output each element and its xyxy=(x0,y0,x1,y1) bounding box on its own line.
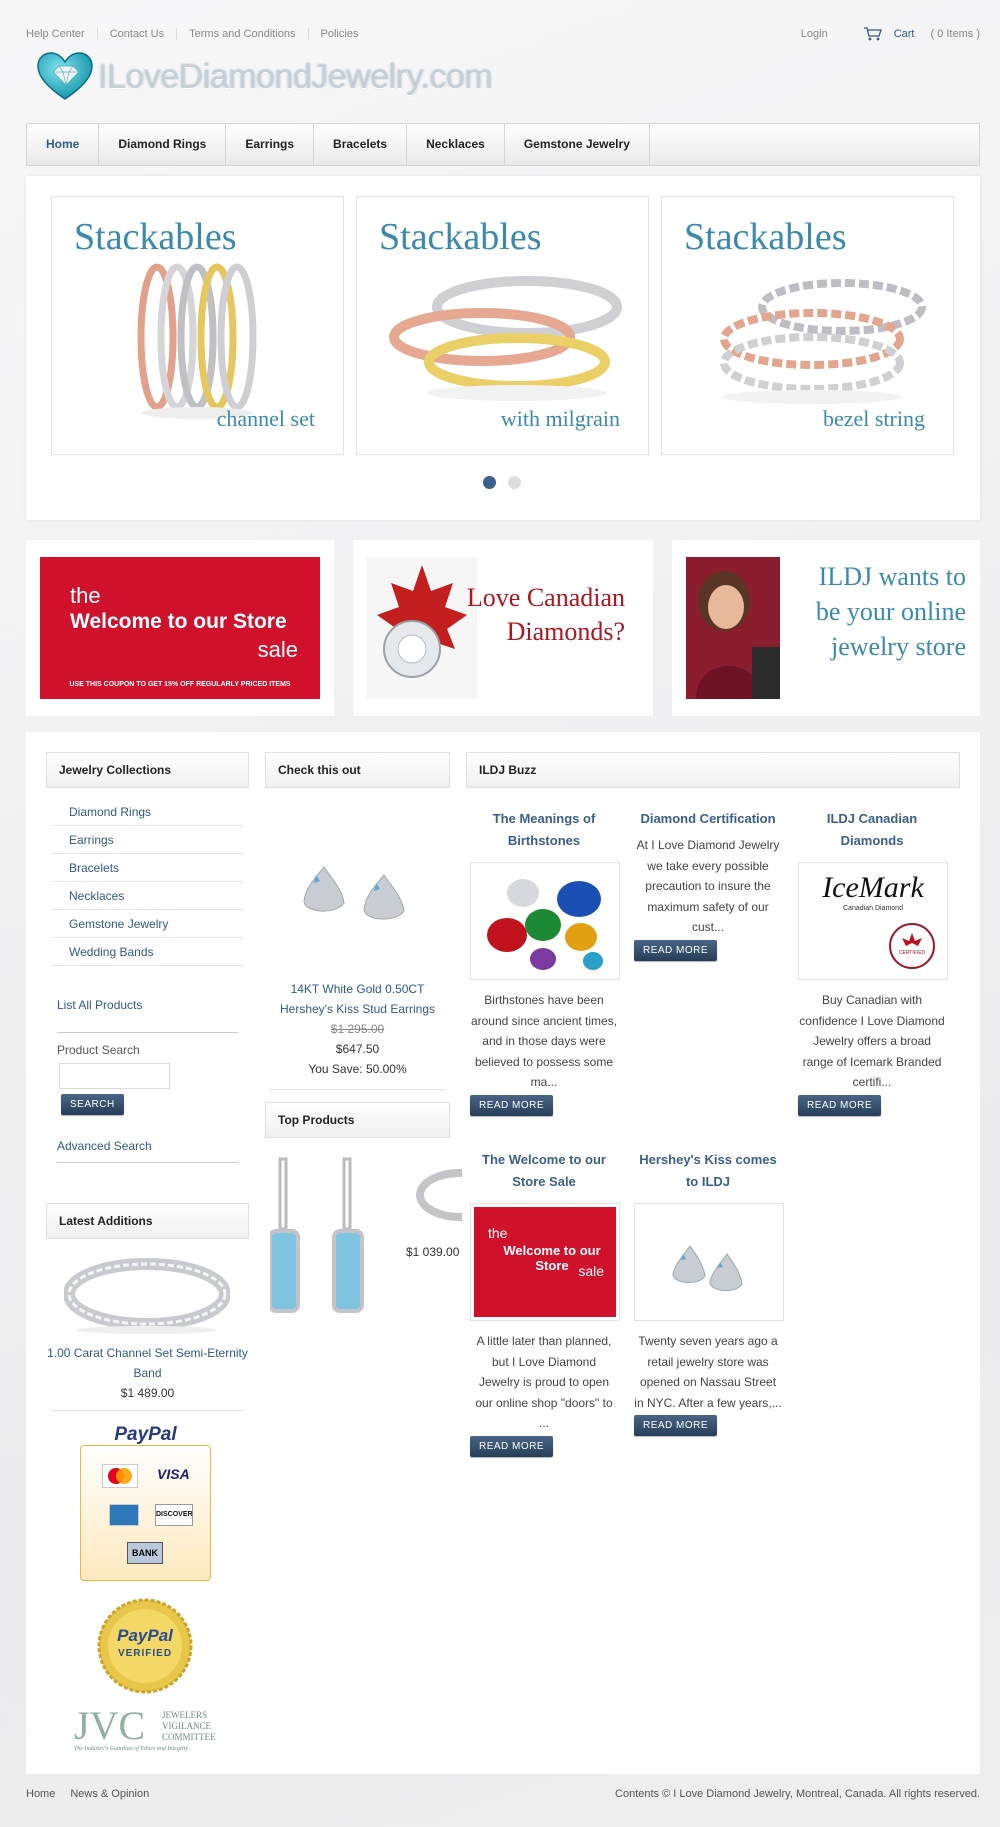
banner-fine-print: USE THIS COUPON TO GET 15% OFF REGULARLY PRICED ITEMS xyxy=(69,681,291,688)
buzz-text: Birthstones have been around since ancient times, and in those days were believed to possess some ma... xyxy=(470,993,618,1089)
icemark-logo-sub: Canadian Diamond xyxy=(843,905,903,912)
top-products-carousel xyxy=(270,1157,462,1337)
buzz-title[interactable]: The Welcome to our Store Sale xyxy=(482,1152,606,1189)
band-ring-image[interactable] xyxy=(410,1167,462,1227)
buzz-title[interactable]: Diamond Certification xyxy=(640,811,776,826)
divider xyxy=(51,1410,244,1411)
paypal-verified-seal[interactable] xyxy=(97,1598,193,1694)
government-seal-label: CERTIFIED xyxy=(898,950,926,956)
main-content xyxy=(26,732,980,1774)
top-product-price: $1 039.00 xyxy=(406,1245,460,1259)
nav-earrings[interactable]: Earrings xyxy=(226,124,314,165)
latest-product-price: $1 489.00 xyxy=(120,1386,175,1400)
bank-icon: BANK xyxy=(127,1542,163,1564)
jvc-letters: JVC xyxy=(74,1703,146,1748)
ildj-online-store-image xyxy=(686,557,966,699)
ildj-line-1: ILDJ wants to xyxy=(818,562,966,591)
read-more-button[interactable]: READ MORE xyxy=(470,1436,553,1457)
buzz-title[interactable]: ILDJ Canadian Diamonds xyxy=(826,811,918,848)
divider xyxy=(270,1089,446,1090)
collections-list xyxy=(51,798,244,966)
collection-earrings[interactable]: Earrings xyxy=(51,826,244,854)
footer-news-link[interactable]: News & Opinion xyxy=(70,1788,150,1800)
slider-dot-2[interactable] xyxy=(508,476,521,489)
buzz-title[interactable]: Hershey's Kiss comes to ILDJ xyxy=(639,1152,777,1189)
woman-photo xyxy=(686,557,780,699)
site-logo[interactable] xyxy=(36,52,492,102)
slide-subtitle: bezel string xyxy=(822,406,925,431)
collection-bracelets[interactable]: Bracelets xyxy=(51,854,244,882)
cart-icon[interactable] xyxy=(864,27,882,41)
buzz-canadian-diamonds xyxy=(798,808,946,1116)
slider-dots xyxy=(483,476,521,489)
verified-seal-icon xyxy=(97,1598,193,1694)
slide-milgrain[interactable] xyxy=(356,196,649,455)
slide-title: Stackables xyxy=(684,216,847,258)
read-more-button[interactable]: READ MORE xyxy=(634,940,717,961)
slide-title: Stackables xyxy=(379,216,542,258)
check-product-name[interactable]: 14KT White Gold 0.50CT Hershey's Kiss Stud Earrings xyxy=(279,982,435,1016)
banner-welcome: Welcome to our Store xyxy=(70,610,287,633)
welcome-sale-image xyxy=(40,557,320,699)
buzz-text: A little later than planned, but I Love Diamond Jewelry is proud to open our online shop "doors" to ... xyxy=(475,1334,613,1430)
slider-dot-1[interactable] xyxy=(483,476,496,489)
canadian-line-1: Love Canadian xyxy=(466,583,625,612)
product-search-input[interactable] xyxy=(59,1063,170,1089)
bezel-string-rings-image xyxy=(692,267,932,407)
cart-link[interactable]: Cart xyxy=(893,28,915,40)
paypal-card-logos xyxy=(80,1424,211,1581)
collection-wedding-bands[interactable]: Wedding Bands xyxy=(51,938,244,966)
list-all-products-link[interactable]: List All Products xyxy=(57,998,143,1012)
slide-channel-set[interactable] xyxy=(51,196,344,455)
advanced-search-link[interactable]: Advanced Search xyxy=(57,1139,152,1153)
welcome-sale-thumb[interactable] xyxy=(470,1203,620,1321)
visa-icon: VISA xyxy=(157,1466,190,1482)
product-search-label: Product Search xyxy=(57,1043,140,1057)
canadian-diamonds-banner[interactable] xyxy=(353,540,653,716)
buzz-welcome-sale xyxy=(470,1149,618,1457)
ildj-line-3: jewelry store xyxy=(830,632,966,661)
slide-title: Stackables xyxy=(74,216,237,258)
jvc-name xyxy=(162,1710,216,1743)
jvc-logo[interactable] xyxy=(74,1703,220,1755)
check-product xyxy=(265,979,450,1079)
ildj-buzz-heading: ILDJ Buzz xyxy=(466,752,960,788)
latest-product xyxy=(46,1343,249,1403)
divider xyxy=(57,1032,238,1033)
channel-set-rings-image xyxy=(132,255,262,420)
thumb-welcome: Welcome to our Store xyxy=(503,1243,601,1273)
jewelry-collections-heading: Jewelry Collections xyxy=(46,752,249,788)
check-product-price: $647.50 xyxy=(335,1042,380,1056)
ildj-line-2: be your online xyxy=(815,597,966,626)
verified-seal-brand: PayPal xyxy=(117,1626,173,1645)
jvc-line-3: COMMITTEE xyxy=(162,1732,216,1742)
slide-subtitle: with milgrain xyxy=(500,406,620,431)
verified-seal-label: VERIFIED xyxy=(117,1648,173,1659)
check-this-out-heading: Check this out xyxy=(265,752,450,788)
buzz-text: Buy Canadian with confidence I Love Diamond Jewelry offers a broad range of Icemark Branded certifi... xyxy=(799,993,945,1089)
welcome-sale-banner[interactable] xyxy=(26,540,334,716)
canadian-line-2: Diamonds? xyxy=(506,617,625,646)
collection-necklaces[interactable]: Necklaces xyxy=(51,882,244,910)
icemark-logo-text: IceMark xyxy=(822,871,924,904)
top-links xyxy=(26,28,370,40)
buzz-text: Twenty seven years ago a retail jewelry store was opened on Nassau Street in NYC. After a few years,... xyxy=(634,1334,782,1410)
channel-set-band-image[interactable] xyxy=(64,1254,230,1334)
footer-home-link[interactable]: Home xyxy=(26,1788,56,1800)
government-seal-icon xyxy=(887,921,937,971)
policies-link[interactable]: Policies xyxy=(308,28,371,40)
search-button[interactable]: SEARCH xyxy=(61,1094,124,1115)
canadian-diamonds-image xyxy=(367,557,639,699)
jvc-line-1: JEWELERS xyxy=(162,1710,207,1720)
aquamarine-earrings-image[interactable] xyxy=(270,1157,380,1322)
canadian-text xyxy=(467,581,625,649)
hershey-kiss-earrings-image[interactable] xyxy=(276,817,441,952)
help-center-link[interactable]: Help Center xyxy=(26,28,85,40)
login-link[interactable]: Login xyxy=(800,28,828,40)
hershey-kiss-thumb[interactable] xyxy=(634,1203,784,1321)
nav-diamond-rings[interactable]: Diamond Rings xyxy=(99,124,226,165)
collection-gemstone-jewelry[interactable]: Gemstone Jewelry xyxy=(51,910,244,938)
nav-gemstone-jewelry[interactable]: Gemstone Jewelry xyxy=(505,124,650,165)
stackables-slider xyxy=(26,176,980,520)
icemark-logo-image[interactable] xyxy=(798,862,948,980)
jvc-line-2: VIGILANCE xyxy=(162,1721,211,1731)
slide-subtitle: channel set xyxy=(216,406,315,431)
read-more-button[interactable]: READ MORE xyxy=(634,1415,717,1436)
read-more-button[interactable]: READ MORE xyxy=(470,1095,553,1116)
latest-additions-heading: Latest Additions xyxy=(46,1203,249,1239)
amex-icon xyxy=(109,1504,139,1526)
jvc-tagline: The Industry's Guardian of Ethics and Integrity xyxy=(74,1746,189,1752)
paypal-logo: PayPal xyxy=(114,1424,177,1445)
top-products-heading: Top Products xyxy=(265,1102,450,1138)
check-product-savings: You Save: 50.00% xyxy=(308,1062,407,1076)
maple-leaf-diamond-icon xyxy=(367,557,477,699)
discover-icon: DISCOVER xyxy=(155,1504,193,1526)
nav-home[interactable]: Home xyxy=(27,124,99,165)
ildj-online-store-banner[interactable] xyxy=(672,540,980,716)
account-bar xyxy=(801,27,980,41)
main-nav xyxy=(26,123,980,166)
buzz-hersheys-kiss xyxy=(634,1149,782,1436)
mastercard-icon xyxy=(102,1464,138,1488)
footer-links xyxy=(26,1788,149,1800)
cart-count: ( 0 Items ) xyxy=(930,28,980,40)
thumb-sale: sale xyxy=(578,1263,604,1279)
milgrain-rings-image xyxy=(377,267,627,407)
banner-sale: sale xyxy=(257,637,298,662)
buzz-title[interactable]: The Meanings of Birthstones xyxy=(492,811,596,848)
collection-diamond-rings[interactable]: Diamond Rings xyxy=(51,798,244,826)
nav-necklaces[interactable]: Necklaces xyxy=(407,124,505,165)
logo-text: ILoveDiamondJewelry.com xyxy=(98,57,493,96)
contact-us-link[interactable]: Contact Us xyxy=(97,28,176,40)
read-more-button[interactable]: READ MORE xyxy=(798,1095,881,1116)
ildj-text xyxy=(816,559,966,664)
latest-product-name[interactable]: 1.00 Carat Channel Set Semi-Eternity Band xyxy=(47,1346,248,1380)
buzz-diamond-certification xyxy=(634,808,782,961)
copyright: Contents © I Love Diamond Jewelry, Montreal, Canada. All rights reserved. xyxy=(615,1788,980,1800)
terms-link[interactable]: Terms and Conditions xyxy=(176,28,307,40)
thumb-the: the xyxy=(488,1225,508,1241)
nav-bracelets[interactable]: Bracelets xyxy=(314,124,407,165)
birthstones-image[interactable] xyxy=(470,862,620,980)
check-product-old-price: $1 295.00 xyxy=(330,1022,385,1036)
banner-the: the xyxy=(70,583,101,608)
slide-bezel-string[interactable] xyxy=(661,196,954,455)
divider xyxy=(57,1162,238,1163)
buzz-text: At I Love Diamond Jewelry we take every possible precaution to insure the maximum safety of our cust... xyxy=(636,838,780,934)
heart-diamond-icon xyxy=(36,52,94,102)
buzz-birthstones xyxy=(470,808,618,1116)
